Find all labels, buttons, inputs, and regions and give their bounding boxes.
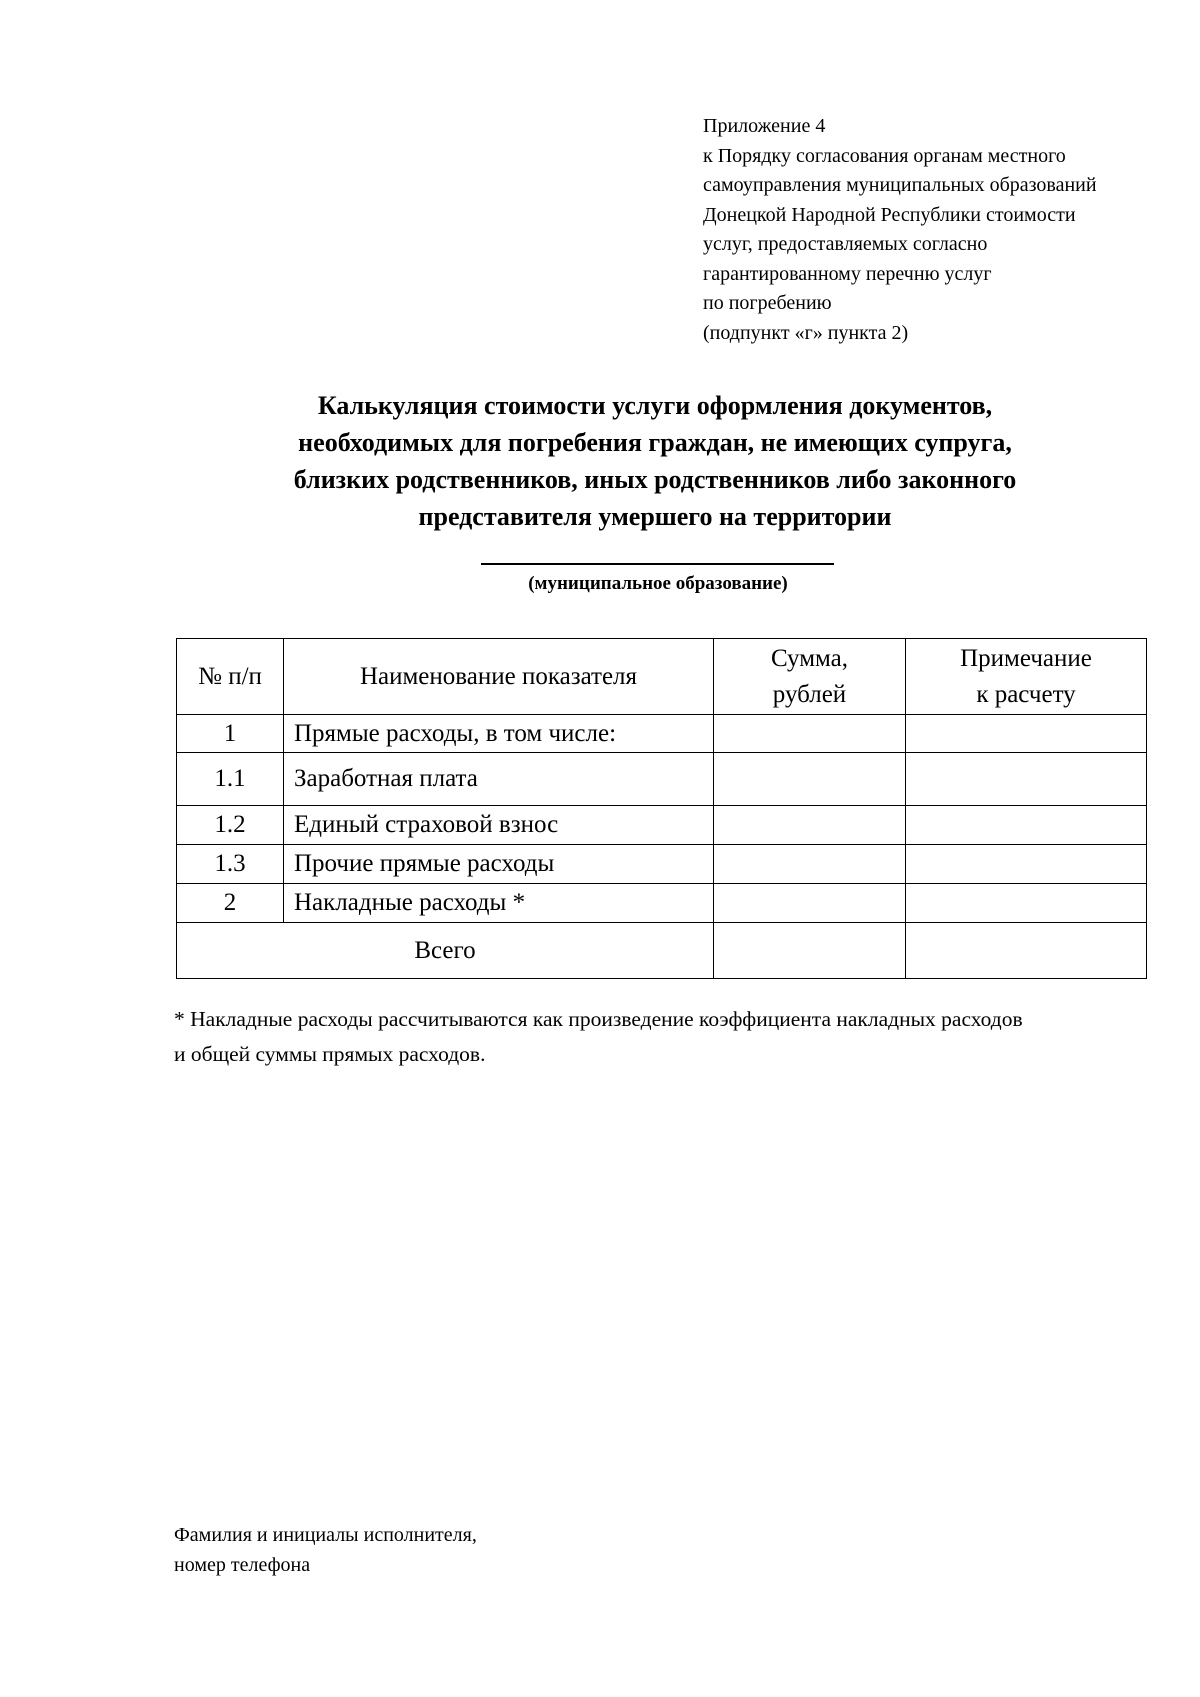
row-name: Накладные расходы * — [284, 884, 714, 923]
appendix-line: Донецкой Народной Республики стоимости — [703, 203, 1076, 226]
signature-line: номер телефона — [174, 1554, 311, 1576]
row-number: 1 — [177, 715, 284, 753]
title-line: представителя умершего на территории — [418, 502, 892, 531]
row-number: 1.2 — [177, 806, 284, 845]
header-note — [906, 639, 1147, 715]
footnote — [174, 1002, 1159, 1072]
row-sum — [714, 715, 906, 753]
row-number: 1.1 — [177, 753, 284, 806]
row-name: Единый страховой взнос — [284, 806, 714, 845]
footnote-line: * Накладные расходы рассчитываются как произведение коэффициента накладных расходов — [174, 1007, 1023, 1031]
row-number: 2 — [177, 884, 284, 923]
signature-line: Фамилия и инициалы исполнителя, — [174, 1524, 477, 1546]
row-name: Заработная плата — [284, 753, 714, 806]
calculation-table — [176, 638, 1147, 979]
row-note — [906, 715, 1147, 753]
header-number: № п/п — [177, 639, 284, 715]
appendix-line: к Порядку согласования органам местного — [703, 144, 1066, 167]
table-row — [177, 845, 1147, 884]
row-sum — [714, 806, 906, 845]
table-row — [177, 753, 1147, 806]
header-sum — [714, 639, 906, 715]
title-line: необходимых для погребения граждан, не имеющих супруга, — [298, 428, 1012, 457]
row-number: 1.3 — [177, 845, 284, 884]
title-line: Калькуляция стоимости услуги оформления документов, — [317, 391, 993, 420]
table-row — [177, 884, 1147, 923]
municipality-caption: (муниципальное образование) — [528, 573, 788, 594]
table-header-row — [177, 639, 1147, 715]
row-name: Прочие прямые расходы — [284, 845, 714, 884]
header-note-line: Примечание — [960, 644, 1092, 672]
table-row — [177, 715, 1147, 753]
appendix-line: по погребению — [703, 292, 832, 314]
total-sum — [714, 923, 906, 979]
appendix-line: гарантированному перечню услуг — [703, 262, 992, 285]
appendix-block — [703, 112, 1173, 348]
municipality-blank-line — [481, 563, 834, 565]
signature-block — [174, 1520, 674, 1580]
row-name: Прямые расходы, в том числе: — [284, 715, 714, 753]
row-sum — [714, 845, 906, 884]
appendix-line: Приложение 4 — [703, 115, 826, 137]
row-sum — [714, 884, 906, 923]
title-line: близких родственников, иных родственников либо законного — [293, 465, 1017, 494]
document-title — [175, 387, 1135, 535]
row-sum — [714, 753, 906, 806]
row-note — [906, 845, 1147, 884]
row-note — [906, 806, 1147, 845]
appendix-line: (подпункт «г» пункта 2) — [703, 321, 909, 344]
header-sum-line: Сумма, — [770, 644, 849, 672]
table-total-row — [177, 923, 1147, 979]
table-row — [177, 806, 1147, 845]
appendix-line: услуг, предоставляемых согласно — [703, 233, 988, 255]
total-label: Всего — [177, 923, 714, 979]
header-sum-line: рублей — [772, 680, 847, 708]
total-note — [906, 923, 1147, 979]
footnote-line: и общей суммы прямых расходов. — [174, 1042, 486, 1066]
row-note — [906, 884, 1147, 923]
row-note — [906, 753, 1147, 806]
header-name: Наименование показателя — [284, 639, 714, 715]
appendix-line: самоуправления муниципальных образований — [703, 174, 1097, 196]
header-note-line: к расчету — [976, 680, 1076, 708]
